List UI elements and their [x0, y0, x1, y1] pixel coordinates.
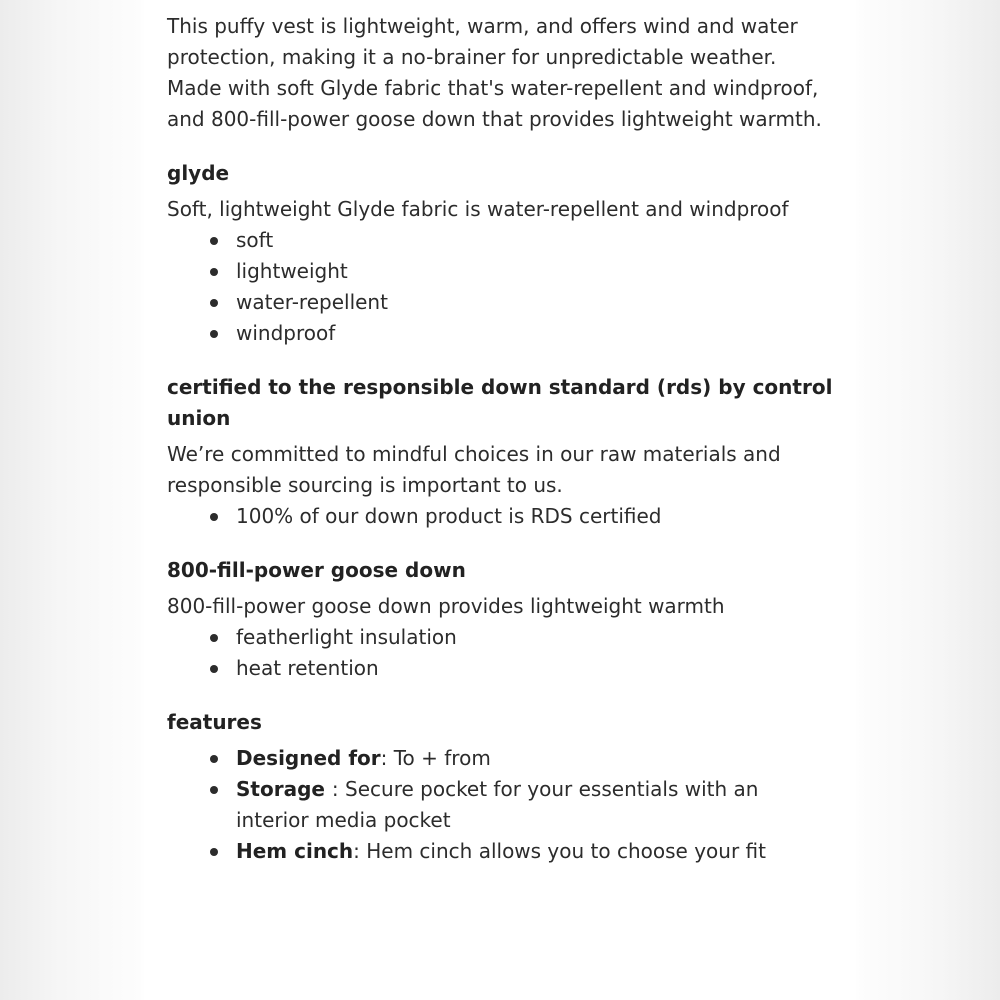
glyde-bullet-list [167, 225, 833, 349]
list-item: 100% of our down product is RDS certified [236, 501, 833, 532]
section-glyde [167, 158, 833, 349]
list-item: windproof [236, 318, 833, 349]
feature-text: : Secure pocket for your essentials with an interior media pocket [236, 777, 759, 832]
feature-item-designed-for [236, 743, 833, 774]
feature-label: Designed for [236, 746, 381, 770]
feature-text: : To + from [380, 746, 491, 770]
product-description [145, 0, 855, 1000]
section-heading-features: features [167, 710, 262, 734]
section-heading-rds: certified to the responsible down standard (rds) by control union [167, 375, 833, 430]
features-bullet-list [167, 743, 833, 867]
list-item: lightweight [236, 256, 833, 287]
list-item: featherlight insulation [236, 622, 833, 653]
rds-bullet-list [167, 501, 833, 532]
section-features [167, 707, 833, 867]
list-item: heat retention [236, 653, 833, 684]
feature-label: Hem cinch [236, 839, 354, 863]
section-heading-down: 800-fill-power goose down [167, 558, 466, 582]
section-rds [167, 372, 833, 532]
feature-item-storage [236, 774, 833, 836]
section-body-rds: We’re committed to mindful choices in our raw materials and responsible sourcing is important to us. [167, 442, 781, 497]
list-item: water-repellent [236, 287, 833, 318]
down-bullet-list [167, 622, 833, 684]
section-heading-glyde: glyde [167, 161, 230, 185]
section-down [167, 555, 833, 684]
section-body-down: 800-fill-power goose down provides lightweight warmth [167, 594, 725, 618]
feature-item-hem-cinch [236, 836, 833, 867]
feature-label: Storage [236, 777, 332, 801]
section-body-glyde: Soft, lightweight Glyde fabric is water-repellent and windproof [167, 197, 789, 221]
list-item: soft [236, 225, 833, 256]
intro-paragraph: This puffy vest is lightweight, warm, and offers wind and water protection, making it a no-brainer for unpredictable weather. Made with soft Glyde fabric that's water-repellent and windproof, and 800-fill-power goose down that provides lightweight warmth. [167, 14, 822, 131]
feature-text: : Hem cinch allows you to choose your fit [353, 839, 766, 863]
